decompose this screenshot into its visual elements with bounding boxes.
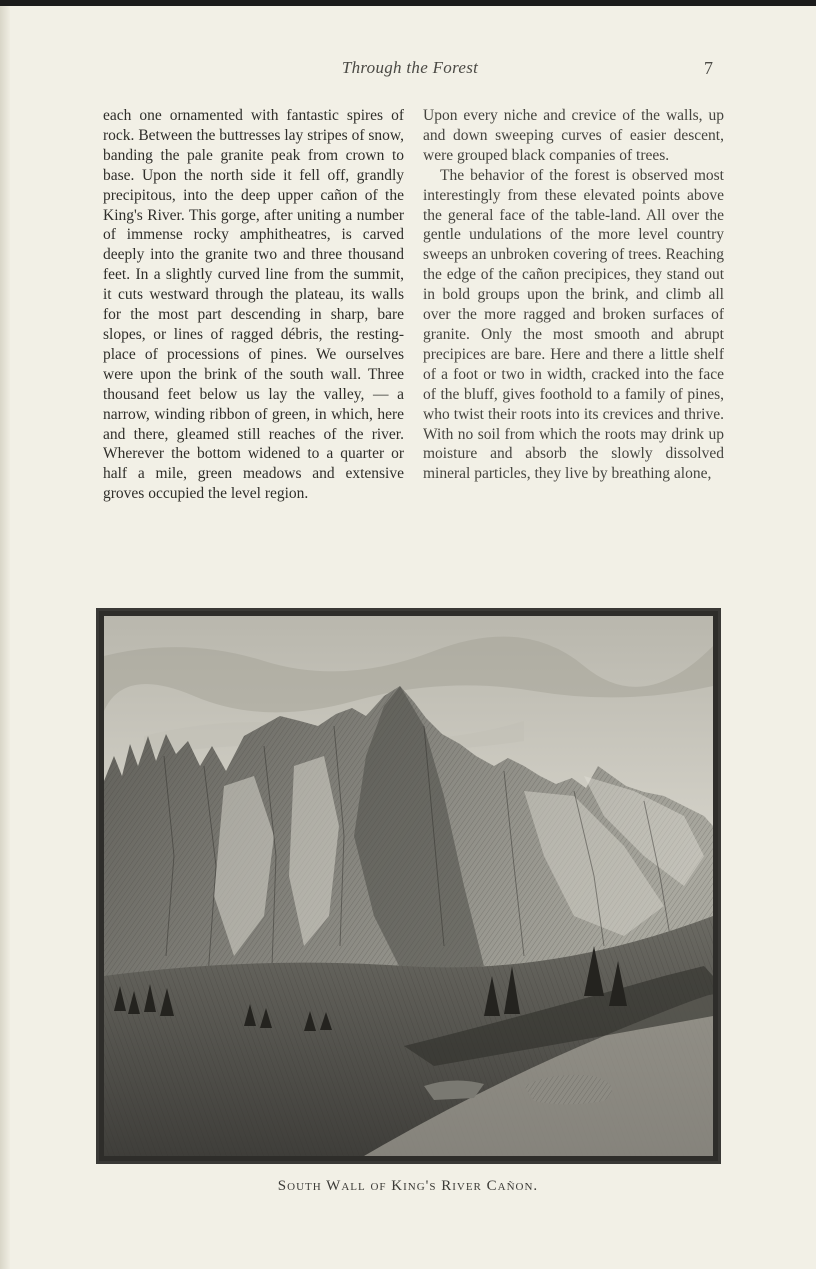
left-column: [103, 106, 404, 594]
page-top-edge: [0, 0, 816, 6]
figure-caption: South Wall of King's River Cañon.: [277, 1178, 539, 1194]
engraving-illustration: [96, 608, 721, 1164]
canyon-wall-engraving: [104, 616, 713, 1156]
running-title: Through the Forest: [341, 58, 479, 77]
paragraph: Upon every niche and crevice of the walls, up and down sweeping curves of easier descent, were grouped black companies of trees.: [423, 107, 724, 164]
page-gutter: [0, 6, 10, 1269]
page-number: 7: [704, 58, 713, 78]
running-header: [0, 58, 816, 84]
paragraph: The behavior of the forest is observed most interestingly from these elevated points above the general face of the table-land. All over the gentle undulations of the more level country sweeps an unbroken covering of trees. Reaching the edge of the cañon precipices, they stand out in bold groups upon the brink, and climb all over the more ragged and broken surfaces of granite. Only the most smooth and abrupt precipices are bare. Here and there a little shelf of a foot or two in width, cracked into the face of the bluff, gives foothold to a family of pines, who twist their roots into its crevices and thrive. With no soil from which the roots may drink up moisture and absorb the slowly dissolved mineral particles, they live by breathing alone,: [423, 166, 724, 483]
right-column: [423, 106, 724, 594]
paragraph: each one ornamented with fantastic spires of rock. Between the buttresses lay stripes of snow, banding the pale granite peak from crown to base. Upon the north side it fell off, grandly precipitous, into the deep upper cañon of the King's River. This gorge, after uniting a number of immense rocky amphitheatres, is carved deeply into the granite two and three thousand feet. In a slightly curved line from the summit, it cuts westward through the plateau, its walls for the most part descending in sharp, bare slopes, or lines of ragged débris, the resting-place of processions of pines. We ourselves were upon the brink of the south wall. Three thousand feet below us lay the valley, — a narrow, winding ribbon of green, in which, here and there, gleamed still reaches of the river. Wherever the bottom widened to a quarter or half a mile, green meadows and extensive groves occupied the level region.: [103, 107, 404, 503]
